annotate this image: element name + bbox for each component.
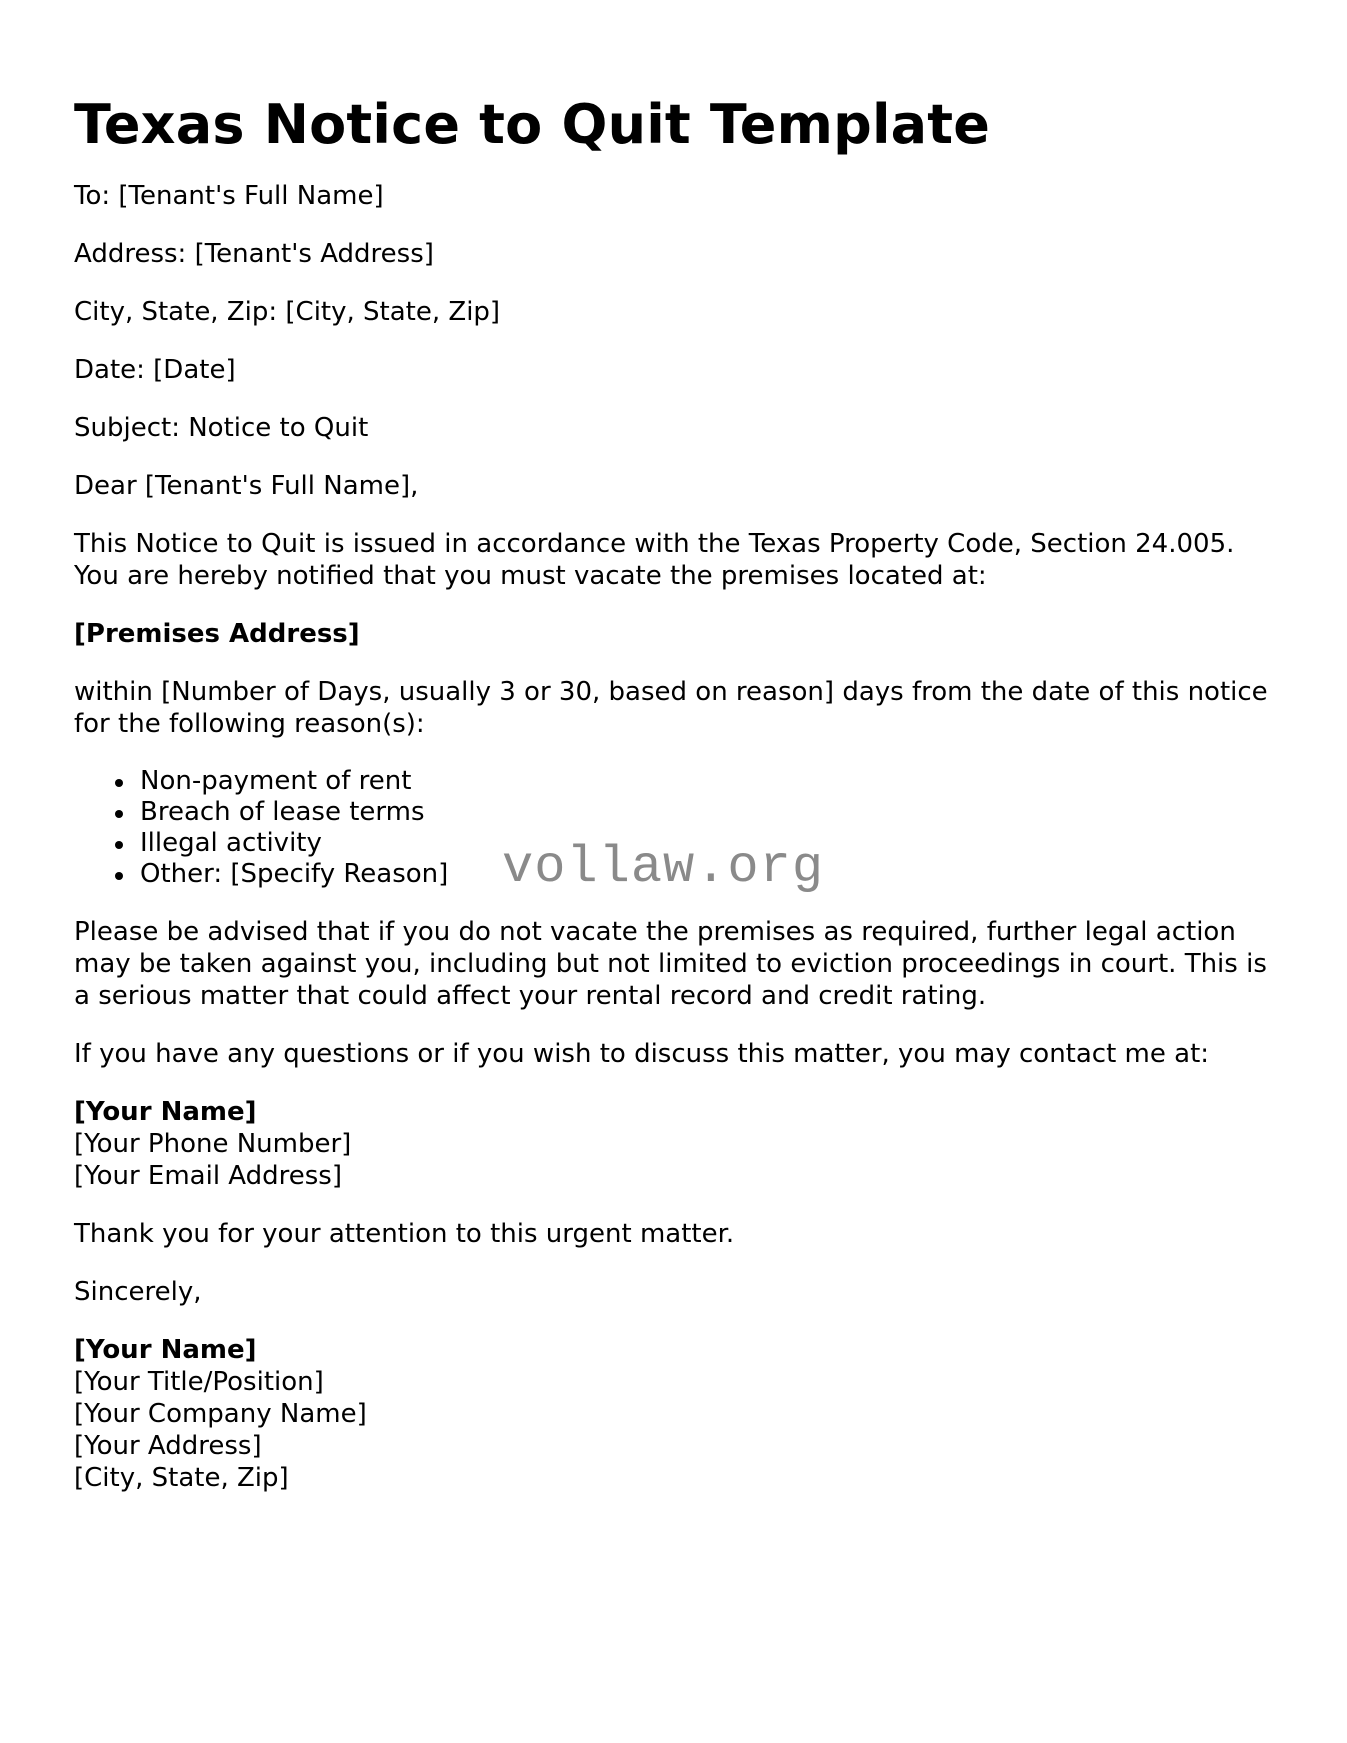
notice-date: Date: [Date] [74,355,236,385]
warning-paragraph: Please be advised that if you do not vacate the premises as required, further legal action may be taken against you, including but not limited to eviction proceedings in court. This is a serious matter that could affect your rental record and credit rating. [74,917,1267,1011]
watermark: vollaw.org [502,838,825,897]
document-page [74,92,1274,1494]
salutation: Dear [Tenant's Full Name], [74,471,419,501]
contact-block [74,1096,1274,1192]
timeframe-paragraph: within [Number of Days, usually 3 or 30, based on reason] days from the date of this notice for the following reason(s): [74,677,1268,739]
thanks-line: Thank you for your attention to this urgent matter. [74,1219,735,1249]
list-item: Non-payment of rent [140,766,1274,797]
list-item: Breach of lease terms [140,797,1274,828]
signature-company: [Your Company Name] [74,1399,367,1429]
signature-block [74,1334,1274,1494]
closing-line: Sincerely, [74,1277,202,1307]
premises-address: [Premises Address] [74,619,360,649]
recipient-name: To: [Tenant's Full Name] [74,181,384,211]
contact-phone: [Your Phone Number] [74,1129,352,1159]
signature-title: [Your Title/Position] [74,1367,324,1397]
contact-intro: If you have any questions or if you wish to discuss this matter, you may contact me at: [74,1039,1210,1069]
list-item: Other: [Specify Reason] [140,859,1274,890]
intro-paragraph: This Notice to Quit is issued in accordance with the Texas Property Code, Section 24.005. You are hereby notified that you must vacate the premises located at: [74,529,1235,591]
recipient-city: City, State, Zip: [City, State, Zip] [74,297,501,327]
contact-email: [Your Email Address] [74,1161,342,1191]
contact-name: [Your Name] [74,1097,257,1127]
document-title: Texas Notice to Quit Template [74,93,991,156]
list-item: Illegal activity [140,828,1274,859]
signature-name: [Your Name] [74,1335,257,1365]
signature-city: [City, State, Zip] [74,1463,289,1493]
signature-address: [Your Address] [74,1431,262,1461]
notice-subject: Subject: Notice to Quit [74,413,369,443]
recipient-address: Address: [Tenant's Address] [74,239,434,269]
